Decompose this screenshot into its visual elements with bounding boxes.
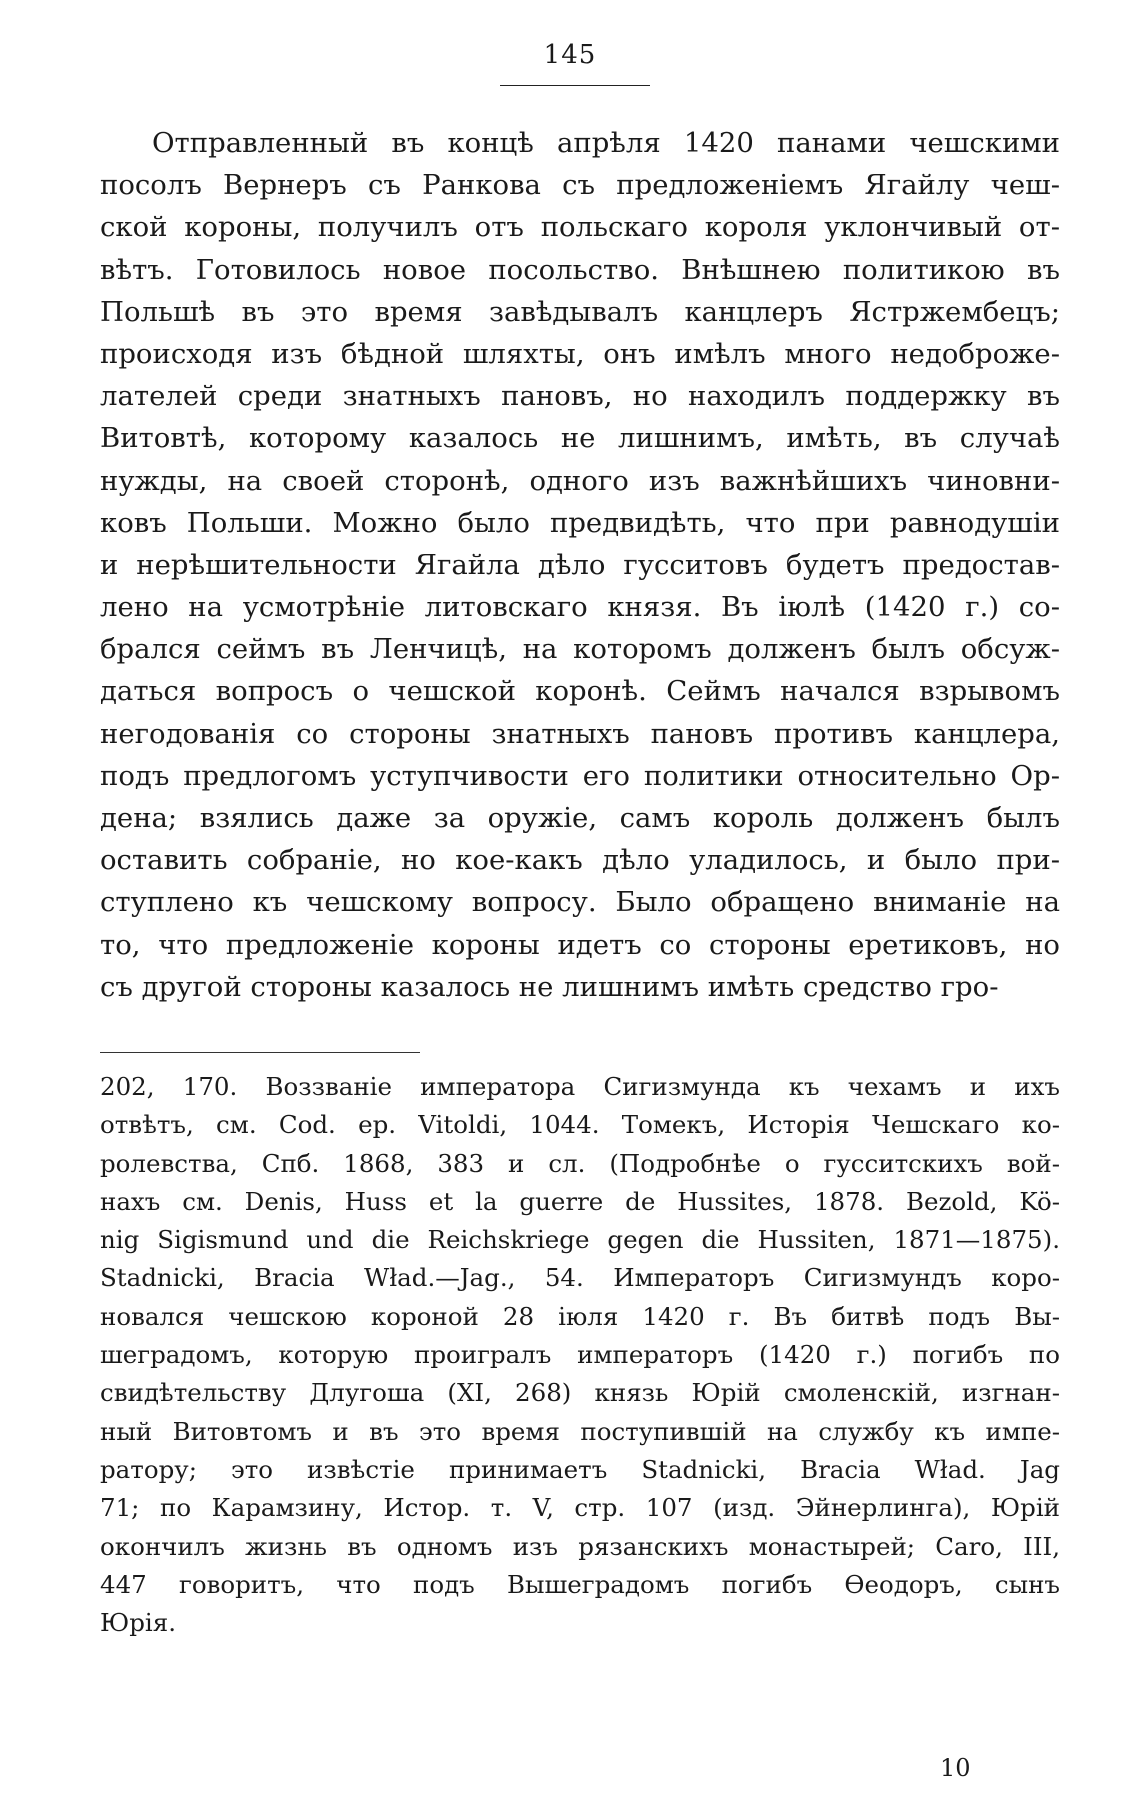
- footnote-line: новался чешскою короной 28 іюля 1420 г. Въ битвѣ подъ Вы-: [100, 1301, 1060, 1331]
- body-line: то, что предложеніе короны идетъ со стороны еретиковъ, но: [100, 928, 1060, 961]
- page-number-rule: [500, 85, 650, 86]
- body-line: дена; взялись даже за оружіе, самъ король долженъ былъ: [100, 802, 1060, 834]
- footnote-line: ный Витовтомъ и въ это время поступившій на службу къ импе-: [100, 1416, 1060, 1446]
- signature-mark: 10: [940, 1754, 971, 1782]
- main-text: [100, 122, 1060, 1008]
- body-line: и нерѣшительности Ягайла дѣло гусситовъ будетъ предостав-: [100, 548, 1060, 581]
- body-line: негодованія со стороны знатныхъ пановъ противъ канцлера,: [100, 717, 1060, 750]
- footnote-line: 71; по Карамзину, Истор. т. V, стр. 107 (изд. Эйнерлинга), Юрій: [100, 1493, 1060, 1523]
- footnote-line: нахъ см. Denis, Huss et la guerre de Hussites, 1878. Bezold, Kö-: [100, 1186, 1060, 1216]
- body-line: вѣтъ. Готовилось новое посольство. Внѣшнею политикою въ: [100, 253, 1060, 286]
- footnote-line: 447 говоритъ, что подъ Вышеградомъ погибъ Өеодоръ, сынъ: [100, 1569, 1060, 1599]
- body-line: оставить собраніе, но кое-какъ дѣло уладилось, и было при-: [100, 844, 1060, 877]
- body-line: даться вопросъ о чешской коронѣ. Сеймъ начался взрывомъ: [100, 675, 1060, 708]
- body-line: лателей среди знатныхъ пановъ, но находилъ поддержку въ: [100, 380, 1060, 413]
- body-line: ковъ Польши. Можно было предвидѣть, что при равнодушіи: [100, 506, 1060, 539]
- footnotes: [100, 1068, 1060, 1642]
- body-line: Польшѣ въ это время завѣдывалъ канцлеръ Ястржембецъ;: [100, 295, 1060, 328]
- body-line: посолъ Вернеръ съ Ранкова съ предложеніемъ Ягайлу чеш-: [100, 169, 1060, 202]
- body-line: съ другой стороны казалось не лишнимъ имѣть средство гро-: [100, 970, 999, 1003]
- footnote-line: nig Sigismund und die Reichskriege gegen die Hussiten, 1871—1875).: [100, 1225, 1060, 1255]
- footnote-line: шеградомъ, которую проигралъ императоръ (1420 г.) погибъ по: [100, 1340, 1060, 1370]
- footnote-separator: [100, 1052, 420, 1053]
- body-line: ской короны, получилъ отъ польскаго короля уклончивый от-: [100, 211, 1060, 244]
- body-line: брался сеймъ въ Ленчицѣ, на которомъ долженъ былъ обсуж-: [100, 633, 1060, 666]
- body-line: ступлено къ чешскому вопросу. Было обращено вниманіе на: [100, 886, 1060, 919]
- body-line: нужды, на своей сторонѣ, одного изъ важнѣйшихъ чиновни-: [100, 464, 1060, 497]
- footnote-line: ролевства, Спб. 1868, 383 и сл. (Подробнѣе о гусситскихъ вой-: [100, 1148, 1060, 1178]
- footnote-line: Stadnicki, Bracia Wład.—Jag., 54. Императоръ Сигизмундъ коро-: [100, 1263, 1060, 1293]
- body-line: Отправленный въ концѣ апрѣля 1420 панами чешскими: [152, 127, 1060, 159]
- body-line: лено на усмотрѣніе литовскаго князя. Въ іюлѣ (1420 г.) со-: [100, 591, 1060, 624]
- footnote-line: ратору; это извѣстіе принимаетъ Stadnicki, Bracia Wład. Jag: [100, 1454, 1060, 1484]
- footnote-line: отвѣтъ, см. Cod. ep. Vitoldi, 1044. Томекъ, Исторія Чешскаго ко-: [100, 1110, 1060, 1140]
- footnote-line: окончилъ жизнь въ одномъ изъ рязанскихъ монастырей; Caro, III,: [100, 1531, 1060, 1561]
- footnote-line: 202, 170. Воззваніе императора Сигизмунда къ чехамъ и ихъ: [100, 1072, 1060, 1101]
- page-number: 145: [543, 40, 597, 70]
- footnote-line: Юрія.: [100, 1608, 177, 1638]
- footnote-line: свидѣтельству Длугоша (XI, 268) князь Юрій смоленскій, изгнан-: [100, 1378, 1060, 1408]
- body-line: происходя изъ бѣдной шляхты, онъ имѣлъ много недоброже-: [100, 337, 1060, 370]
- body-line: подъ предлогомъ уступчивости его политики относительно Ор-: [100, 759, 1060, 792]
- body-line: Витовтѣ, которому казалось не лишнимъ, имѣть, въ случаѣ: [100, 422, 1060, 455]
